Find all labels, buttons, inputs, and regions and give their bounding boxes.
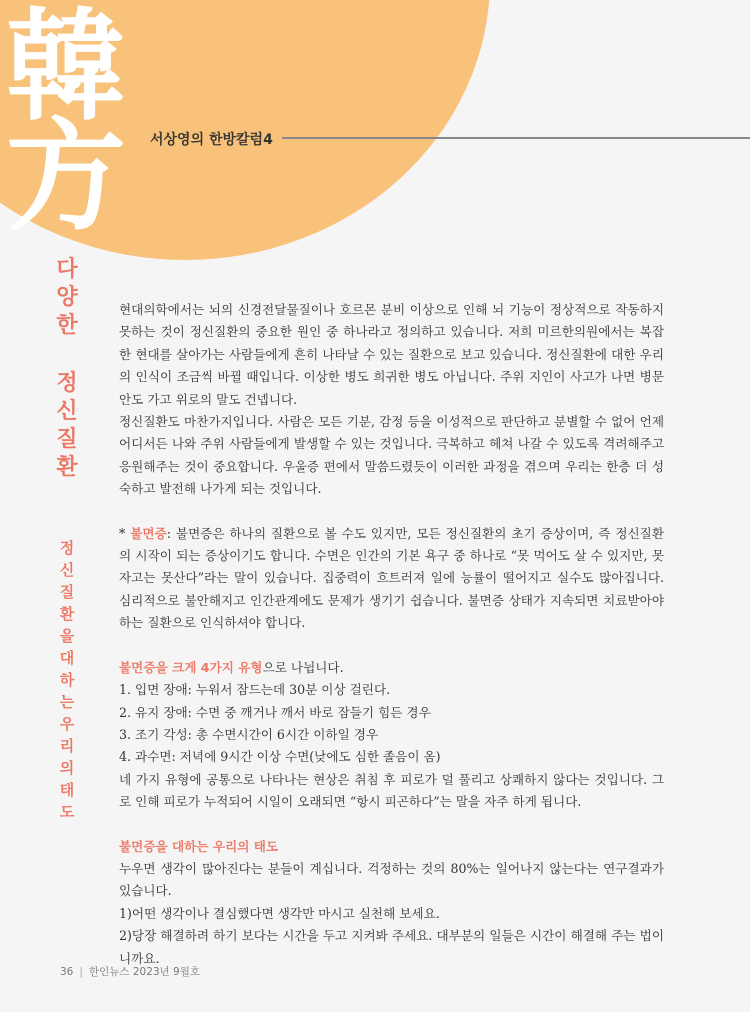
insomnia-definition	[119, 523, 664, 635]
subtitle-char: 태	[59, 781, 75, 799]
title-char: 정	[56, 371, 78, 396]
subtitle-char: 정	[59, 539, 75, 557]
subtitle-char: 하	[59, 671, 75, 689]
attitude-tip: 1)어떤 생각이나 결심했다면 생각만 마시고 실천해 보세요.	[119, 905, 440, 921]
intro-paragraph: 현대의학에서는 뇌의 신경전달물질이나 호르몬 분비 이상으로 인해 뇌 기능이 정상적으로 작동하지 못하는 것이 정신질환의 중요한 원인 중 하나라고 정의하고 있습니다. 저희 미르한의원에서는 복잡한 현대를 살아가는 사람들에게 흔히 나타날 수 있는 질환으로 보고 있습니다. 정신질환에 대한 우리의 인식이 조금씩 바뀔 때입니다. 이상한 병도 희귀한 병도 아닙니다. 주위 지인이 사고가 나면 병문안도 가고 위로의 말도 건넵니다.	[119, 302, 664, 407]
article-body	[119, 299, 664, 970]
type-item: 1. 입면 장애: 누워서 잠드는데 30분 이상 걸린다.	[119, 682, 391, 698]
page-number: 36	[60, 966, 74, 978]
hanja-han: 韓	[6, 0, 126, 137]
attitude-heading: 불면증을 대하는 우리의 태도	[119, 838, 279, 854]
subtitle-char: 도	[59, 803, 75, 821]
subtitle-char: 질	[59, 583, 75, 601]
types-heading-tail: 으로 나뉩니다.	[262, 659, 344, 675]
title-char: 다	[56, 257, 78, 282]
attitude-paragraph: 누우면 생각이 많아진다는 분들이 계십니다. 걱정하는 것의 80%는 일어나지 않는다는 연구결과가 있습니다.	[119, 860, 664, 899]
subtitle-char: 대	[59, 649, 75, 667]
insomnia-text: : 불면증은 하나의 질환으로 볼 수도 있지만, 모든 정신질환의 초기 증상이며, 즉 정신질환의 시작이 되는 증상이기도 합니다. 수면은 인간의 기본 욕구 중 하나로 “못 먹어도 살 수 있지만, 못 자고는 못산다”라는 말이 있습니다. 집중력이 흐트러져 일에 능률이 떨어지고 실수도 많아집니다. 심리적으로 불안해지고 인간관계에도 문제가 생기기 쉽습니다. 불면증 상태가 지속되면 치료받아야 하는 질환으로 인식하셔야 합니다.	[119, 525, 664, 631]
attitude-tip: 2)당장 해결하려 하기 보다는 시간을 두고 지켜봐 주세요. 대부분의 일들은 시간이 해결해 주는 법이니까요.	[119, 928, 664, 966]
subtitle-char: 신	[59, 561, 75, 579]
bullet-mark: *	[119, 525, 131, 541]
types-summary: 네 가지 유형에 공통으로 나타나는 현상은 취침 후 피로가 덜 풀리고 상쾌하지 않다는 것입니다. 그로 인해 피로가 누적되어 시일이 오래되면 “항시 피곤하다”는 말을 자주 하게 됩니다.	[119, 771, 664, 810]
footer-separator: |	[79, 966, 83, 978]
types-heading	[119, 657, 664, 679]
title-rule	[282, 137, 750, 139]
page-footer	[60, 964, 200, 979]
intro-paragraph-2: 정신질환도 마찬가지입니다. 사람은 모든 기분, 감정 등을 이성적으로 판단하고 분별할 수 없어 언제 어디서든 나와 주위 사람들에게 발생할 수 있는 것입니다. 극복하고 헤쳐 나갈 수 있도록 격려해주고 응원해주는 것이 중요합니다. 우울증 편에서 말씀드렸듯이 이러한 과정을 겪으며 우리는 한층 더 성숙하고 발전해 나가게 되는 것입니다.	[119, 414, 664, 497]
title-char: 양	[56, 285, 78, 310]
subtitle-char: 우	[59, 715, 75, 733]
subtitle-char: 리	[59, 737, 75, 755]
vertical-subtitle	[52, 537, 82, 823]
subtitle-char: 의	[59, 759, 75, 777]
type-item: 2. 유지 장애: 수면 중 깨거나 깨서 바로 잠들기 힘든 경우	[119, 704, 431, 720]
vertical-main-title	[52, 256, 82, 482]
subtitle-char: 환	[59, 605, 75, 623]
title-char: 질	[56, 427, 78, 452]
title-char: 신	[56, 399, 78, 424]
insomnia-term: 불면증	[130, 525, 167, 541]
type-item: 4. 과수면: 저녁에 9시간 이상 수면(낮에도 심한 졸음이 옴)	[119, 749, 441, 765]
types-heading-highlight: 불면증을 크게 4가지 유형	[119, 659, 263, 675]
hanja-bang: 方	[6, 108, 126, 247]
subtitle-char: 는	[59, 693, 75, 711]
title-char: 환	[56, 455, 78, 480]
title-char: 한	[56, 313, 78, 338]
issue-label: 한인뉴스 2023년 9월호	[88, 966, 200, 978]
type-item: 3. 조기 각성: 총 수면시간이 6시간 이하일 경우	[119, 726, 379, 742]
column-title: 서상영의 한방칼럼4	[150, 132, 273, 148]
subtitle-char: 을	[59, 627, 75, 645]
